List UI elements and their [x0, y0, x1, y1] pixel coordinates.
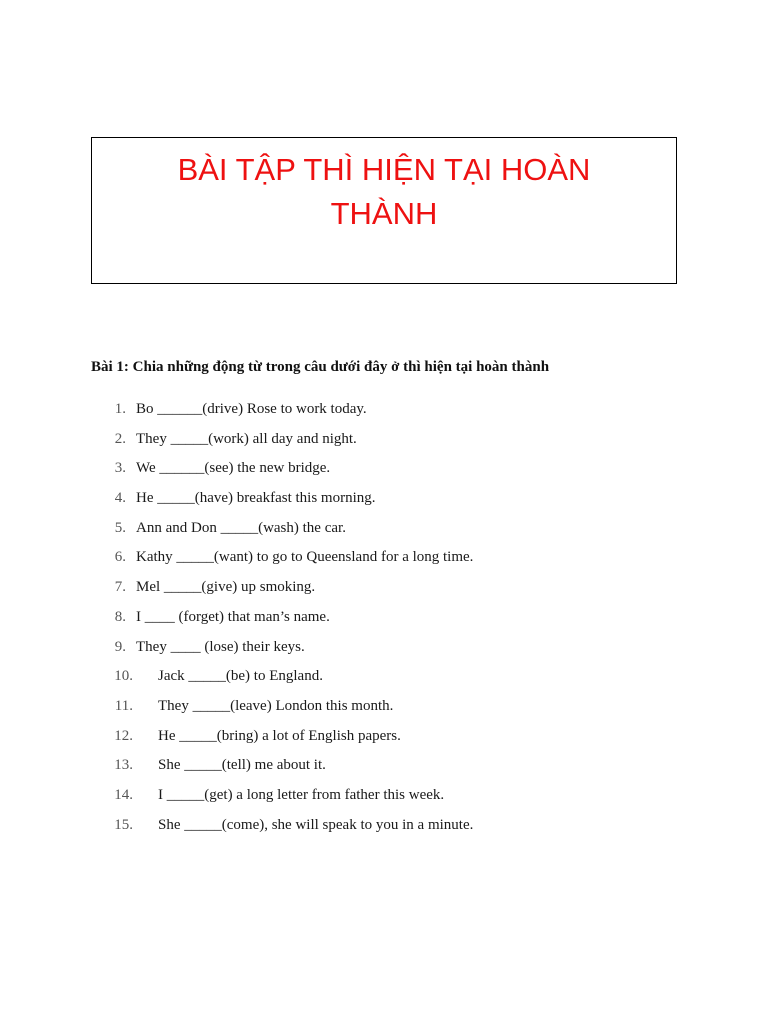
item-number: 1.	[114, 401, 126, 417]
page-title-line-2: THÀNH	[330, 196, 438, 231]
item-number: 7.	[114, 579, 126, 596]
item-sentence: He _____(have) breakfast this morning.	[136, 490, 376, 507]
item-sentence: I ____ (forget) that man’s name.	[136, 608, 330, 625]
item-number: 14.	[114, 786, 133, 803]
item-sentence: He _____(bring) a lot of English papers.	[158, 727, 401, 744]
exercise-heading: Bài 1: Chia những động từ trong câu dưới đây ở thì hiện tại hoàn thành	[91, 359, 550, 375]
item-sentence: Ann and Don _____(wash) the car.	[136, 519, 346, 536]
item-sentence: She _____(come), she will speak to you in a minute.	[158, 816, 474, 833]
item-sentence: We ______(see) the new bridge.	[136, 460, 331, 477]
item-number: 13.	[114, 757, 133, 774]
item-sentence: I _____(get) a long letter from father this week.	[158, 786, 445, 803]
item-number: 11.	[114, 697, 133, 714]
item-number: 8.	[114, 608, 126, 625]
item-number: 12.	[114, 727, 133, 744]
item-sentence: They _____(leave) London this month.	[158, 697, 394, 714]
item-number: 15.	[114, 816, 133, 833]
item-sentence: They _____(work) all day and night.	[136, 430, 357, 447]
item-sentence: They ____ (lose) their keys.	[136, 638, 305, 655]
title-box	[91, 137, 677, 284]
item-sentence: She _____(tell) me about it.	[158, 757, 326, 774]
item-number: 9.	[114, 638, 126, 655]
item-number: 2.	[114, 430, 126, 447]
item-sentence: Mel _____(give) up smoking.	[136, 579, 316, 596]
page-title	[92, 148, 676, 236]
item-number: 10.	[114, 668, 133, 685]
item-number: 3.	[114, 460, 126, 477]
item-sentence: Bo ______(drive) Rose to work today.	[136, 401, 367, 417]
item-number: 5.	[114, 519, 126, 536]
item-sentence: Jack _____(be) to England.	[158, 668, 323, 685]
page-title-line-1: BÀI TẬP THÌ HIỆN TẠI HOÀN	[177, 152, 591, 187]
item-sentence: Kathy _____(want) to go to Queensland for a long time.	[136, 549, 474, 566]
item-number: 4.	[114, 490, 126, 507]
item-number: 6.	[114, 549, 126, 566]
